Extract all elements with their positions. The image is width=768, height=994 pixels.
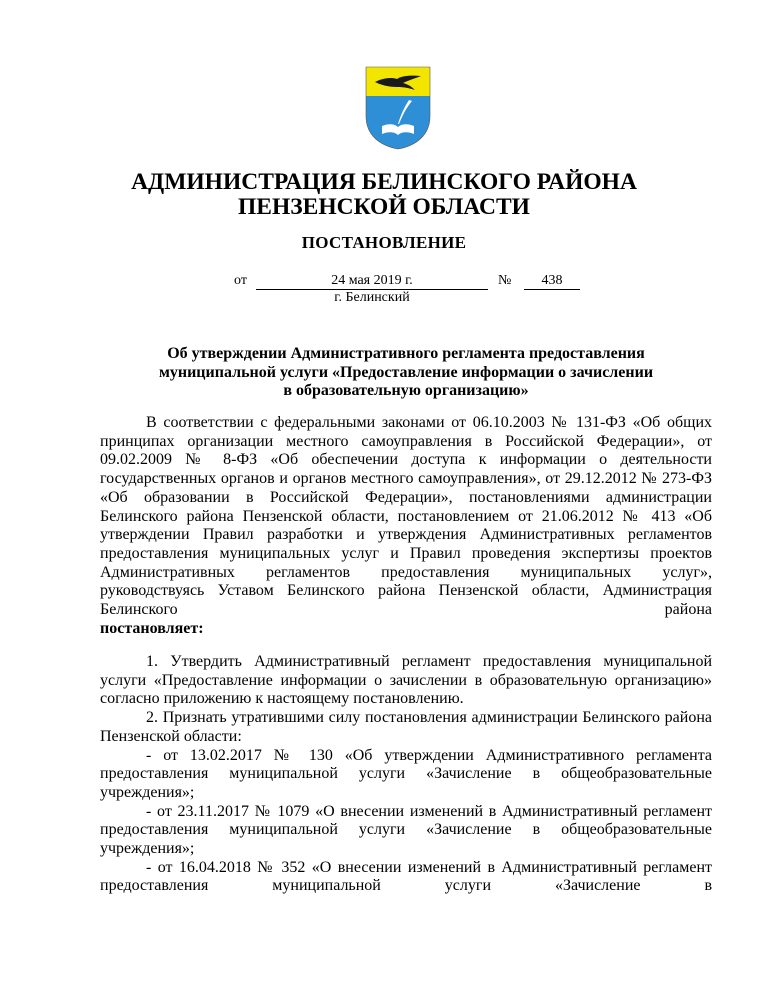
document-city: г. Белинский [334, 290, 410, 305]
subject-line: в образовательную организацию» [283, 382, 529, 399]
resolves-word: постановляет: [100, 619, 204, 637]
preamble-body: В соответствии с федеральными законами от 06.10.2003 № 131-ФЗ «Об общих принципах организации местного самоуправления в Российской Федерации», от 09.02.2009 № 8-ФЗ «Об обеспечении доступа к информации о деятельности государственных органов и органов местного самоуправления», от 29.12.2012 № 273-ФЗ «Об образовании в Российской Федерации», постановлениями администрации Белинского района Пензенской области, постановлением от 21.06.2012 № 413 «Об утверждении Правил разработки и утверждения Административных регламентов предоставления муниципальных услуг и Правил проведения экспертизы проектов Административных регламентов предоставления муниципальных услуг», руководствуясь Уставом Белинского района Пензенской области, Администрация Белинского района [100, 414, 712, 619]
subject-line: Об утверждении Административного регламента предоставления [167, 345, 645, 362]
document-type: ПОСТАНОВЛЕНИЕ [301, 233, 467, 252]
document-number: 438 [524, 272, 580, 290]
item-2: 2. Признать утратившими силу постановления администрации Белинского района Пензенской области: [100, 709, 712, 745]
preamble-resolution [100, 620, 712, 639]
document-subject [100, 345, 712, 401]
organization-title: АДМИНИСТРАЦИЯ БЕЛИНСКОГО РАЙОНА [131, 169, 637, 195]
organization-region: ПЕНЗЕНСКОЙ ОБЛАСТИ [238, 194, 530, 220]
document-date: 24 мая 2019 г. [256, 272, 488, 290]
date-prefix: от [234, 273, 247, 288]
preamble-text [100, 414, 712, 620]
number-prefix: № [498, 273, 512, 288]
operative-part [100, 653, 712, 896]
subject-line: муниципальной услуги «Предоставление информации о зачислении [158, 363, 654, 381]
repealed-item-3: - от 16.04.2018 № 352 «О внесении изменений в Административный регламент предоставления муниципальной услуги «Зачисление в [100, 858, 712, 895]
repealed-item-2: - от 23.11.2017 № 1079 «О внесении изменений в Административный регламент предоставления муниципальной услуги «Зачисление в общеобразовательные учреждения»; [100, 802, 712, 858]
coat-of-arms-emblem [365, 66, 431, 150]
repealed-item-1: - от 13.02.2017 № 130 «Об утверждении Административного регламента предоставления муниципальной услуги «Зачисление в общеобразовательные учреждения»; [100, 746, 712, 801]
item-1: 1. Утвердить Административный регламент предоставления муниципальной услуги «Предоставление информации о зачислении в образовательную организацию» согласно приложению к настоящему постановлению. [100, 653, 712, 708]
preamble [100, 414, 712, 638]
